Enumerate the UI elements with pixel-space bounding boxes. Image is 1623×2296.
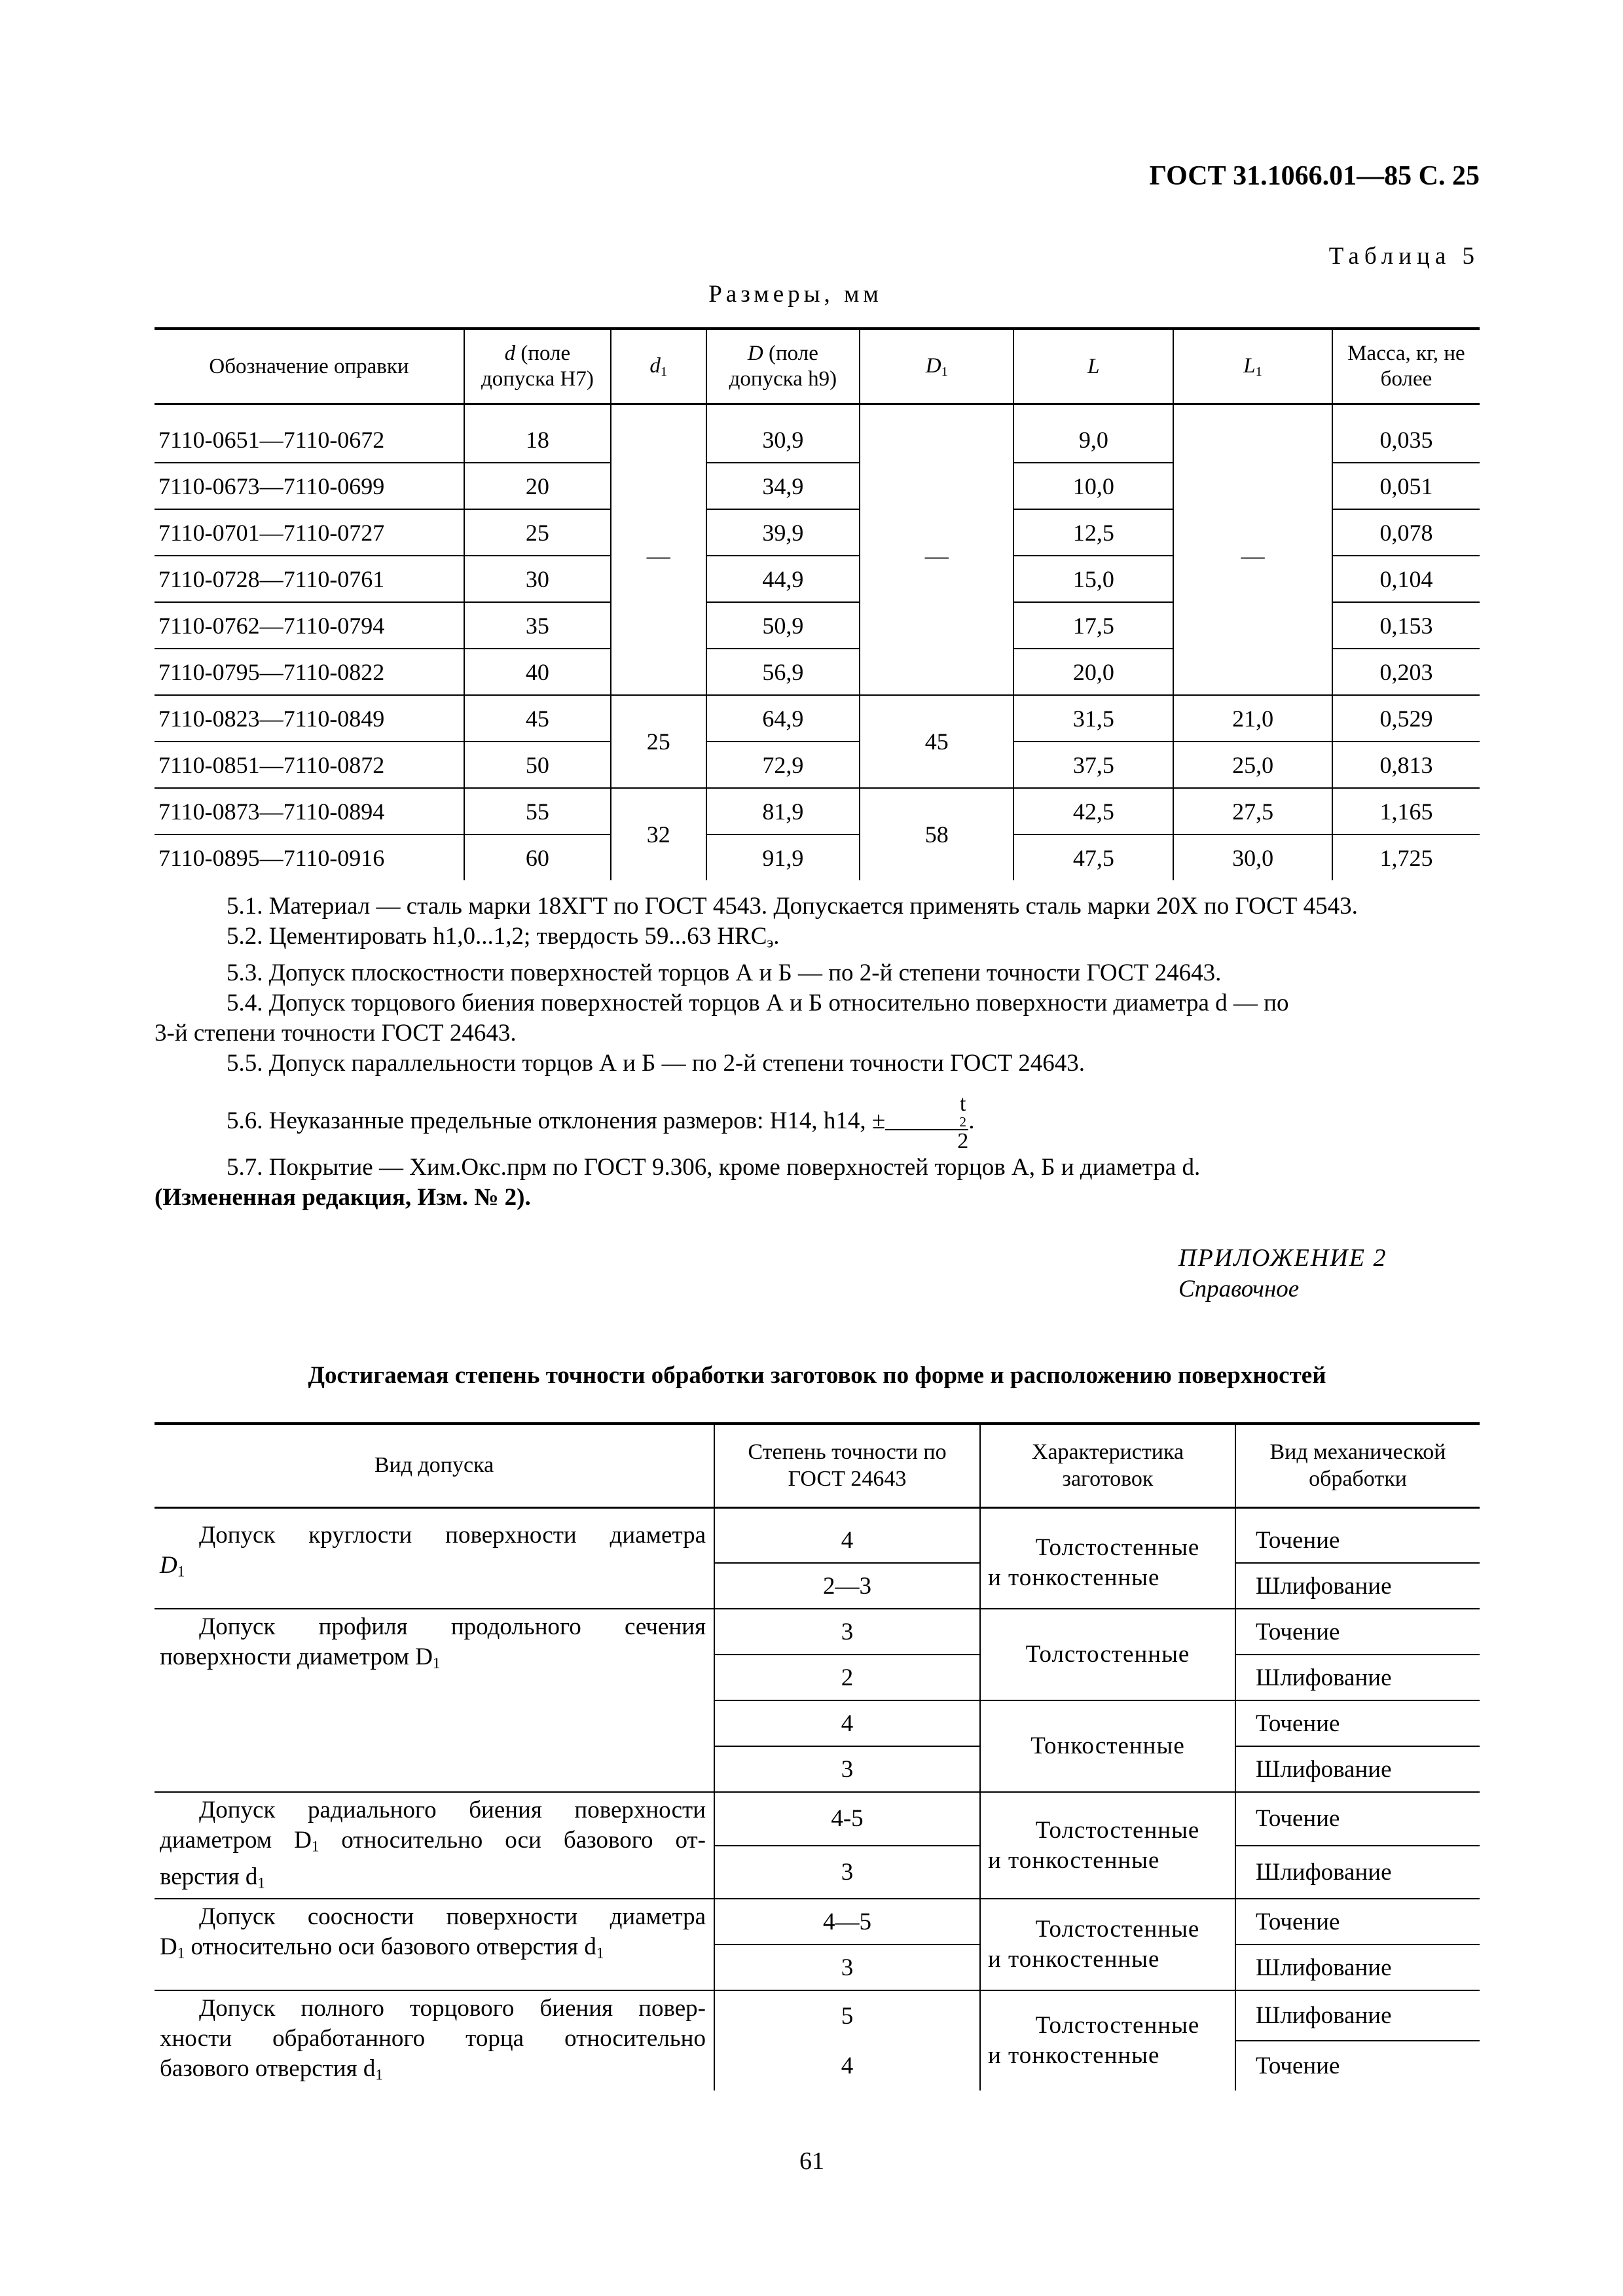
degree-cell: 2—3 (714, 1563, 980, 1609)
cell-L: 47,5 (1013, 834, 1173, 880)
tolerance-cell: Допуск полного торцового биения повер- хности обработанного торца относительно базового отверстия $d_1$ (160, 1995, 706, 2084)
process-cell: Шлифование (1235, 1846, 1480, 1899)
cell-D: 81,9 (706, 788, 860, 834)
note-5-3: 5.3. Допуск плоскостности поверхностей торцов А и Б — по 2-й степени точности ГОСТ 24643. (227, 959, 1222, 986)
header-d: d (поле допуска H7) (464, 329, 611, 404)
degree-cell: 4—5 (714, 1899, 980, 1945)
table-row (155, 417, 1480, 463)
process-cell: Шлифование (1235, 1563, 1480, 1609)
blank-cell: Толстостенные и тонкостенные (980, 1990, 1235, 2090)
cell-designation: 7110-0795—7110-0822 (155, 649, 464, 695)
tolerance-cell: Допуск профиля продольного сечения поверхности диаметром $D_1$ (155, 1609, 714, 1792)
degree-cell: 4 (714, 1518, 980, 1563)
header-D1: $D_1$ (860, 329, 1013, 404)
header-tolerance-type: Вид допуска (155, 1424, 714, 1508)
cell-designation: 7110-0701—7110-0727 (155, 509, 464, 556)
page-header: ГОСТ 31.1066.01—85 С. 25 (1149, 161, 1480, 191)
cell-D1: 58 (860, 788, 1013, 880)
fraction: t 2 2 (885, 1093, 968, 1153)
cell-D: 50,9 (706, 602, 860, 649)
cell-L1: 27,5 (1173, 788, 1332, 834)
cell-designation: 7110-0823—7110-0849 (155, 695, 464, 742)
degree-cell: 4-5 (714, 1792, 980, 1846)
cell-L: 15,0 (1013, 556, 1173, 602)
page-number: 61 (799, 2147, 824, 2175)
blank-cell: Тонкостенные (980, 1700, 1235, 1792)
cell-mass: 1,165 (1332, 788, 1480, 834)
degree-cell: 3 (714, 1945, 980, 1990)
cell-D: 72,9 (706, 742, 860, 788)
cell-L: 12,5 (1013, 509, 1173, 556)
process-cell: Шлифование (1235, 1746, 1480, 1792)
table-row (155, 788, 1480, 834)
table-header-row (155, 1424, 1480, 1508)
cell-d: 30 (464, 556, 611, 602)
cell-d: 25 (464, 509, 611, 556)
cell-mass: 1,725 (1379, 844, 1433, 871)
units-label: Размеры, мм (708, 281, 883, 308)
blank-cell: Толстостенные и тонкостенные (980, 1518, 1235, 1609)
table-row (155, 695, 1480, 742)
cell-designation: 7110-0651—7110-0672 (155, 417, 464, 463)
cell-d: 35 (464, 602, 611, 649)
cell-L1: 21,0 (1173, 695, 1332, 742)
cell-d1-dash: — (611, 417, 706, 695)
process-cell: Точение (1235, 2041, 1480, 2090)
cell-d: 20 (464, 463, 611, 509)
cell-mass: 0,035 (1332, 417, 1480, 463)
note-5-6: 5.6. Неуказанные предельные отклонения размеров: H14, h14, ± t 2 2 . (227, 1091, 975, 1153)
degree-cell: 4 (714, 2041, 980, 2090)
blank-cell: Толстостенные и тонкостенные (980, 1792, 1235, 1899)
cell-D: 91,9 (706, 834, 860, 880)
table-header-row (155, 329, 1480, 404)
cell-d: 18 (464, 417, 611, 463)
cell-L1: 30,0 (1173, 834, 1332, 880)
cell-L1-dash: — (1173, 417, 1332, 695)
cell-mass: 0,813 (1332, 742, 1480, 788)
process-cell: Точение (1235, 1700, 1480, 1746)
header-blank-type: Характеристика заготовок (980, 1424, 1235, 1508)
note-5-2: 5.2. Цементировать h1,0...1,2; твердость 59...63 $HRC_э$. (227, 923, 780, 951)
cell-designation: 7110-0851—7110-0872 (155, 742, 464, 788)
header-machining: Вид механической обработки (1235, 1424, 1480, 1508)
amendment-note: (Измененная редакция, Изм. № 2). (155, 1183, 531, 1211)
cell-d: 40 (464, 649, 611, 695)
process-cell: Шлифование (1235, 1945, 1480, 1990)
table-row (155, 1609, 1480, 1655)
cell-D: 44,9 (706, 556, 860, 602)
cell-designation: 7110-0762—7110-0794 (155, 602, 464, 649)
cell-mass: 0,203 (1332, 649, 1480, 695)
note-5-5: 5.5. Допуск параллельности торцов А и Б — по 2-й степени точности ГОСТ 24643. (227, 1049, 1085, 1077)
table-row (155, 1899, 1480, 1945)
process-cell: Точение (1235, 1518, 1480, 1563)
cell-designation: 7110-0895—7110-0916 (155, 834, 464, 880)
cell-D1-dash: — (860, 417, 1013, 695)
cell-D: 39,9 (706, 509, 860, 556)
cell-mass: 0,078 (1332, 509, 1480, 556)
process-cell: Шлифование (1235, 1655, 1480, 1700)
blank-cell: Толстостенные (980, 1609, 1235, 1700)
cell-mass: 0,153 (1332, 602, 1480, 649)
table-row (155, 1990, 1480, 2041)
degree-cell: 3 (714, 1846, 980, 1899)
cell-D: 34,9 (706, 463, 860, 509)
header-L1: $L_1$ (1173, 329, 1332, 404)
cell-mass: 0,529 (1332, 695, 1480, 742)
table-row (155, 834, 1480, 880)
cell-d: 50 (464, 742, 611, 788)
cell-L: 37,5 (1013, 742, 1173, 788)
note-5-1: 5.1. Материал — сталь марки 18ХГТ по ГОСТ 4543. Допускается применять сталь марки 20Х по ГОСТ 4543. (227, 893, 1358, 920)
dimensions-table (155, 327, 1480, 880)
header-D: D (поле допуска h9) (706, 329, 860, 404)
header-designation: Обозначение оправки (155, 329, 464, 404)
process-cell: Точение (1235, 1792, 1480, 1846)
note-5-7: 5.7. Покрытие — Хим.Окс.прм по ГОСТ 9.306, кроме поверхностей торцов А, Б и диаметра d. (227, 1153, 1201, 1181)
header-d1: $d_1$ (611, 329, 706, 404)
header-mass: Масса, кг, не более (1332, 329, 1480, 404)
cell-designation: 7110-0873—7110-0894 (155, 788, 464, 834)
cell-d: 45 (464, 695, 611, 742)
cell-d: 55 (464, 788, 611, 834)
tolerance-cell: Допуск круглости поверхности диаметра $D_1$ (155, 1518, 714, 1609)
cell-L1: 25,0 (1173, 742, 1332, 788)
cell-L: 42,5 (1013, 788, 1173, 834)
accuracy-table (155, 1422, 1480, 2090)
cell-D: 56,9 (706, 649, 860, 695)
degree-cell: 5 (714, 1990, 980, 2041)
cell-D1: 45 (860, 695, 1013, 788)
degree-cell: 2 (714, 1655, 980, 1700)
appendix-subtitle: Справочное (1178, 1276, 1300, 1302)
note-5-4-cont: 3-й степени точности ГОСТ 24643. (155, 1019, 517, 1047)
appendix-table-caption: Достигаемая степень точности обработки заготовок по форме и расположению поверхностей (308, 1362, 1326, 1389)
notes-section (155, 891, 1480, 1213)
cell-mass: 0,051 (1332, 463, 1480, 509)
cell-L: 31,5 (1013, 695, 1173, 742)
cell-L: 9,0 (1013, 417, 1173, 463)
degree-cell: 3 (714, 1746, 980, 1792)
degree-cell: 3 (714, 1609, 980, 1655)
cell-mass: 0,104 (1332, 556, 1480, 602)
tolerance-cell: Допуск соосности поверхности диаметра $D_1$ относительно оси базового отверстия $d_1$ (155, 1899, 714, 1990)
process-cell: Шлифование (1235, 1990, 1480, 2041)
appendix-title: ПРИЛОЖЕНИЕ 2 (1178, 1244, 1387, 1272)
cell-D: 64,9 (706, 695, 860, 742)
cell-L: 17,5 (1013, 602, 1173, 649)
cell-designation: 7110-0728—7110-0761 (155, 556, 464, 602)
cell-d1: 32 (611, 788, 706, 880)
cell-L: 20,0 (1013, 649, 1173, 695)
table-row (155, 1518, 1480, 1563)
cell-designation: 7110-0673—7110-0699 (155, 463, 464, 509)
cell-d1: 25 (611, 695, 706, 788)
process-cell: Точение (1235, 1609, 1480, 1655)
tolerance-cell: Допуск радиального биения поверхности диаметром $D_1$ относительно оси базового от- верстия $d_1$ (155, 1792, 714, 1899)
table-row (155, 742, 1480, 788)
cell-D: 30,9 (706, 417, 860, 463)
blank-cell: Толстостенные и тонкостенные (980, 1899, 1235, 1990)
process-cell: Точение (1235, 1899, 1480, 1945)
cell-d: 60 (464, 834, 611, 880)
table-row (155, 1792, 1480, 1846)
table-label: Таблица 5 (1328, 243, 1480, 270)
note-5-4: 5.4. Допуск торцового биения поверхностей торцов А и Б относительно поверхности диаметра d — по (227, 989, 1289, 1016)
header-accuracy-degree: Степень точности по ГОСТ 24643 (714, 1424, 980, 1508)
degree-cell: 4 (714, 1700, 980, 1746)
cell-L: 10,0 (1013, 463, 1173, 509)
header-L: L (1013, 329, 1173, 404)
